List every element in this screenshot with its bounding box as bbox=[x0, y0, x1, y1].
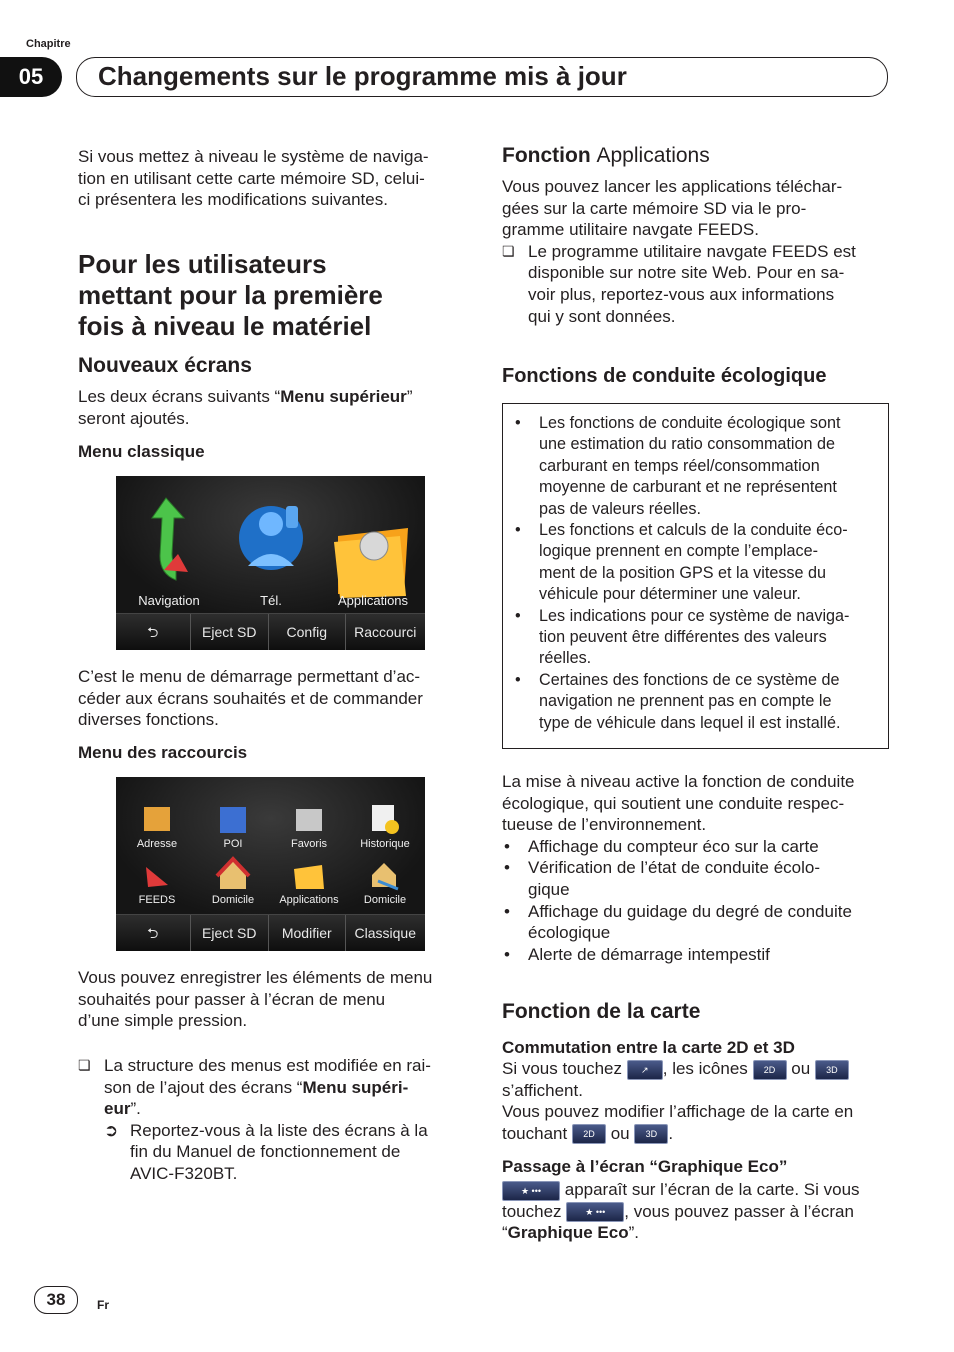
screen2-icon-label: POI bbox=[223, 838, 243, 850]
3d-icon[interactable]: 3D bbox=[634, 1124, 668, 1144]
chapter-number: 05 bbox=[0, 57, 62, 97]
screen2-bottom-bar bbox=[116, 914, 425, 951]
screen1-bar-item: Raccourci bbox=[345, 614, 425, 650]
chapter-label: Chapitre bbox=[26, 38, 71, 50]
map-view-icon[interactable]: ↗ bbox=[627, 1060, 663, 1080]
2d-icon[interactable]: 2D bbox=[753, 1060, 787, 1080]
box-bullet: • Les fonctions de conduite écologique sont une estimation du ratio consommation de carburant en temps réel/consommation moyenne de carburant et ne représentent pas de valeurs réelles. bbox=[515, 414, 841, 518]
menu-raccourcis-screenshot bbox=[116, 777, 425, 951]
screen2-bar-item: Eject SD bbox=[190, 915, 269, 951]
screen2-bar-item: Modifier bbox=[268, 915, 345, 951]
feeds-icon bbox=[146, 867, 168, 887]
box-bullet: • Les indications pour ce système de naviga- tion peuvent être différentes des valeurs réelles. bbox=[515, 606, 850, 668]
screen1-icon-label: Navigation bbox=[138, 593, 200, 608]
chapter-title: Changements sur le programme mis à jour bbox=[98, 61, 627, 91]
3d-icon[interactable]: 3D bbox=[815, 1060, 849, 1080]
passage-heading: Passage à l’écran “Graphique Eco” bbox=[502, 1157, 788, 1176]
screen1-icon-label: Applications bbox=[337, 593, 409, 608]
screen2-icon-label: Applications bbox=[279, 894, 339, 906]
screen2-icon-label: Historique bbox=[360, 838, 410, 850]
arrow-icon: ➲ bbox=[104, 1120, 119, 1140]
2d-icon[interactable]: 2D bbox=[572, 1124, 606, 1144]
language-code: Fr bbox=[97, 1298, 109, 1312]
screen1-bar-item: Eject SD bbox=[190, 614, 269, 650]
applications-heading: Fonction Applications bbox=[502, 144, 710, 167]
eco-warning-box bbox=[502, 403, 889, 749]
screen1-bar-item: Config bbox=[268, 614, 345, 650]
applications-icon bbox=[294, 865, 324, 889]
eco-bullet: • Vérification de l’état de conduite écolo- gique bbox=[504, 858, 821, 899]
raccourcis-description: Vous pouvez enregistrer les éléments de menu souhaités pour passer à l’écran de menu d’une simple pression. bbox=[78, 968, 433, 1031]
screen2-icon-label: Domicile bbox=[211, 894, 255, 906]
applications-icon bbox=[334, 528, 408, 598]
screen2-icon-label: Adresse bbox=[136, 838, 178, 850]
box-bullet: • Les fonctions et calculs de la conduite éco- logique prennent en compte l’emplace- ment de la position GPS et la vitesse du véhicule pour déterminer une valeur. bbox=[515, 521, 848, 604]
favoris-icon bbox=[296, 809, 322, 831]
eco-bullet: • Alerte de démarrage intempestif bbox=[504, 944, 770, 964]
phone-icon bbox=[239, 506, 303, 570]
eco-bullet: • Affichage du guidage du degré de conduite écologique bbox=[504, 901, 852, 943]
screen2-icon-label: Favoris bbox=[290, 838, 328, 850]
eco-heading: Fonctions de conduite écologique bbox=[502, 365, 827, 387]
navigation-icon bbox=[152, 498, 188, 580]
screen2-icon-label: FEEDS bbox=[138, 894, 176, 906]
screen2-bar-item: Classique bbox=[345, 915, 425, 951]
menu-raccourcis-heading: Menu des raccourcis bbox=[78, 743, 248, 762]
box-bullet: • Certaines des fonctions de ce système de navigation ne prennent pas en compte le type de véhicule dans lequel il est installé. bbox=[515, 670, 841, 732]
screen1-icon-label: Tél. bbox=[260, 593, 282, 608]
poi-icon bbox=[220, 807, 246, 833]
eco-meter-icon[interactable]: ★ ••• bbox=[566, 1202, 624, 1222]
menu-classique-screenshot bbox=[116, 476, 425, 650]
passage-text: ★ ••• apparaît sur l’écran de la carte. Si vous touchez ★ ••• , vous pouvez passer à l’écran “Graphique Eco”. bbox=[502, 1180, 860, 1243]
back-arrow-icon: ⮌ bbox=[147, 925, 159, 941]
page-number: 38 bbox=[34, 1286, 78, 1314]
domicile-icon bbox=[220, 861, 246, 889]
menu-structure-note: ❏ La structure des menus est modifiée en rai- son de l’ajout des écrans “Menu supéri- eur”. ➲ Reportez-vous à la liste des écrans à la fin du Manuel de fonctionnement de AVIC-F320BT. bbox=[78, 1055, 466, 1185]
menu-classique-heading: Menu classique bbox=[78, 442, 205, 461]
map-function-heading: Fonction de la carte bbox=[502, 1000, 701, 1023]
screen2-icon-label: Domicile bbox=[363, 894, 407, 906]
nouveaux-ecrans-text: Les deux écrans suivants “Menu supérieur” seront ajoutés. bbox=[78, 387, 413, 428]
commutation-text: Si vous touchez ↗ , les icônes 2D ou 3D s’affichent. Vous pouvez modifier l’affichage de la carte en touchant 2D ou 3D . bbox=[502, 1059, 854, 1143]
commutation-heading: Commutation entre la carte 2D et 3D bbox=[502, 1038, 795, 1057]
eco-bullet: • Affichage du compteur éco sur la carte bbox=[504, 836, 819, 856]
intro-paragraph: Si vous mettez à niveau le système de naviga- tion en utilisant cette carte mémoire SD, celui- ci présentera les modifications suivantes. bbox=[78, 147, 429, 210]
eco-text: La mise à niveau active la fonction de conduite écologique, qui soutient une conduite respec- tueuse de l’environnement. • Affichage du compteur éco sur la carte • Vérification de l’état de conduite écolo- gique • Affichage du guidage du degré de conduite écologique • Alerte de démarrage intempestif bbox=[502, 771, 892, 965]
section-title: Pour les utilisateurs mettant pour la première fois à niveau le matériel bbox=[78, 249, 383, 341]
adresse-icon bbox=[144, 807, 170, 831]
reference-arrow-note: ➲ Reportez-vous à la liste des écrans à la fin du Manuel de fonctionnement de AVIC-F320BT. bbox=[104, 1120, 428, 1183]
back-arrow-icon: ⮌ bbox=[147, 624, 159, 640]
applications-note: ❏ Le programme utilitaire navgate FEEDS est disponible sur notre site Web. Pour en sa- voir plus, reportez-vous aux informations qui y sont données. bbox=[502, 241, 892, 327]
nouveaux-ecrans-heading: Nouveaux écrans bbox=[78, 354, 252, 377]
menu-classique-description: C’est le menu de démarrage permettant d’ac- céder aux écrans souhaités et de commander diverses fonctions. bbox=[78, 667, 423, 730]
screen1-bottom-bar bbox=[116, 613, 425, 650]
eco-meter-icon[interactable]: ★ ••• bbox=[502, 1181, 560, 1201]
applications-text: Vous pouvez lancer les applications téléchar- gées sur la carte mémoire SD via le pro- gramme utilitaire navgate FEEDS. ❏ Le programme utilitaire navgate FEEDS est disponible sur notre site Web. Pour en sa- voir plus, reportez-vous aux informations qui y sont données. bbox=[502, 176, 892, 327]
